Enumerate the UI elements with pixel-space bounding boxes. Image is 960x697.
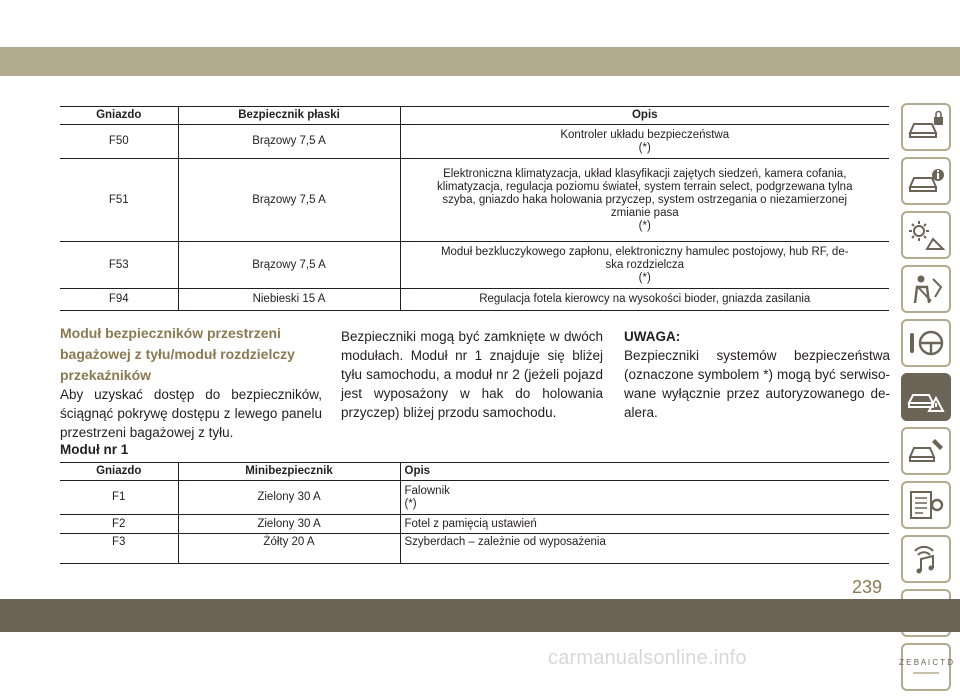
slot-cell: F50 [60,125,178,159]
car-breakdown-icon [907,381,945,413]
slot-cell: F2 [60,515,178,534]
index-icon [899,651,953,683]
table-row [60,289,889,311]
fuse-cell: Zielony 30 A [178,481,400,515]
column-header: Bezpiecznik płaski [178,107,400,125]
car-info-icon [907,165,945,197]
table-header-row [60,463,889,481]
page-number: 239 [852,577,883,597]
index-letters: Z E B A I C T D [899,658,953,667]
slot-cell: F3 [60,534,178,564]
table-row [60,481,889,515]
description-cell: Fotel z pamięcią ustawień [400,515,889,534]
column-header: Gniazdo [60,463,178,481]
slot-cell: F1 [60,481,178,515]
tab-warning-lights[interactable] [901,211,951,259]
tab-multimedia[interactable] [901,535,951,583]
top-band [0,47,960,76]
table-header-row [60,107,889,125]
tab-steering-wheel[interactable] [901,319,951,367]
note-title: UWAGA: [624,329,681,344]
slot-cell: F51 [60,159,178,242]
column-header: Minibezpiecznik [178,463,400,481]
table-row [60,125,889,159]
note [624,327,890,422]
column-header: Opis [400,107,889,125]
table-row [60,159,889,242]
watermark: carmanualsonline.info [548,647,747,669]
fuse-cell: Brązowy 7,5 A [178,242,400,289]
description-cell: Elektroniczna klimatyzacja, układ klasyfikacji zajętych siedzeń, kamera cofania, klimatyzacja, regulacja poziomu świateł, system terrain select, podgrzewana tylna szyba, gniazdo haka holowania przyczep, system ostrzegania o niezamierzonej zmianie pasa (*) [400,159,889,242]
fuse-cell: Niebieski 15 A [178,289,400,311]
tab-car-info[interactable] [901,157,951,205]
table-row [60,242,889,289]
module-title: Moduł nr 1 [60,442,129,457]
description-cell: Kontroler układu bezpieczeństwa (*) [400,125,889,159]
module1-table [60,462,889,564]
note-text: Bezpieczniki systemów bezpieczeństwa (oznaczone symbolem *) mogą być serwiso-wane wyłącznie przez autoryzowanego de-alera. [624,348,890,420]
tab-specifications[interactable] [901,481,951,529]
tab-index[interactable] [901,643,951,691]
slot-cell: F53 [60,242,178,289]
fuse-table [60,106,889,311]
modules-text: Bezpieczniki mogą być zamknięte w dwóch modułach. Moduł nr 1 znajduje się bliżej tyłu samochodu, a moduł nr 2 (jeżeli pojazd jest wyposażony w hak do holowania przyczep) bliżej przodu samochodu. [341,329,603,420]
fuse-cell: Brązowy 7,5 A [178,125,400,159]
tab-car-breakdown[interactable] [901,373,951,421]
tab-seat-belt[interactable] [901,265,951,313]
specifications-icon [907,489,945,521]
seat-belt-icon [907,273,945,305]
fuse-cell: Brązowy 7,5 A [178,159,400,242]
access-text: Aby uzyskać dostęp do bezpieczników, ściągnąć pokrywę dostępu z lewego panelu przestrzeni bagażowej z tyłu. [60,387,322,440]
tab-car-maintenance[interactable] [901,427,951,475]
section-title: Moduł bezpieczników przestrzeni bagażowej z tyłu/moduł rozdzielczy przekaźników [60,325,295,383]
column-header: Opis [400,463,889,481]
tab-car-lock[interactable] [901,103,951,151]
description-cell: Regulacja fotela kierowcy na wysokości bioder, gniazda zasilania [400,289,889,311]
description-cell: Szyberdach – zależnie od wyposażenia [400,534,889,564]
multimedia-icon [907,543,945,575]
description-cell: Falownik (*) [400,481,889,515]
bottom-band [0,599,960,632]
column-header: Gniazdo [60,107,178,125]
slot-cell: F94 [60,289,178,311]
description-cell: Moduł bezkluczykowego zapłonu, elektroniczny hamulec postojowy, hub RF, de- ska rozdzielcza (*) [400,242,889,289]
car-lock-icon [907,111,945,143]
table-row [60,515,889,534]
steering-wheel-icon [907,327,945,359]
fuse-cell: Zielony 30 A [178,515,400,534]
car-maintenance-icon [907,435,945,467]
fuse-cell: Żółty 20 A [178,534,400,564]
table-row [60,534,889,564]
warning-lights-icon [907,219,945,251]
